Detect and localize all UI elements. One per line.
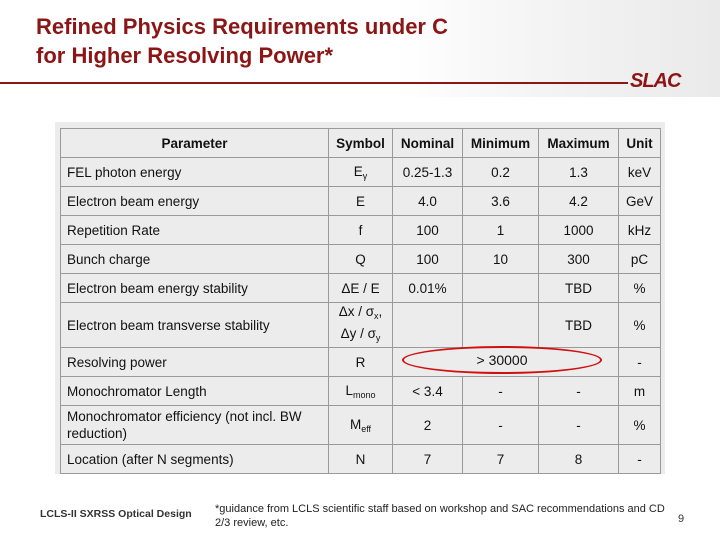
cell-unit: % xyxy=(619,303,661,348)
cell-parameter: FEL photon energy xyxy=(61,158,329,187)
requirements-table-panel xyxy=(55,122,665,474)
symbol-line-1: Δx / $\sigma_x$, xyxy=(338,304,383,321)
cell-nominal: 0.25-1.3 xyxy=(393,158,463,187)
symbol-main: M xyxy=(349,416,362,432)
cell-parameter: Resolving power xyxy=(61,348,329,377)
table-row xyxy=(61,406,661,445)
slide-title xyxy=(36,12,596,70)
page-number: 9 xyxy=(678,513,685,525)
cell-unit: GeV xyxy=(619,187,661,216)
cell-unit: - xyxy=(619,445,661,474)
header-unit: Unit xyxy=(619,129,661,158)
cell-parameter: Electron beam energy xyxy=(61,187,329,216)
cell-maximum: - xyxy=(539,377,619,406)
cell-nominal: 4.0 xyxy=(393,187,463,216)
cell-maximum: 300 xyxy=(539,245,619,274)
cell-minimum xyxy=(463,303,539,348)
cell-symbol: ΔE / E xyxy=(329,274,393,303)
slac-logo: SLAC xyxy=(630,70,681,92)
cell-maximum: 8 xyxy=(539,445,619,474)
cell-minimum: - xyxy=(463,406,539,445)
table-row xyxy=(61,445,661,474)
cell-nominal xyxy=(393,303,463,348)
table-row xyxy=(61,303,661,348)
cell-symbol: f xyxy=(329,216,393,245)
table-header-row xyxy=(61,129,661,158)
cell-parameter: Electron beam transverse stability xyxy=(61,303,329,348)
symbol-subscript: x xyxy=(374,311,379,321)
table-row xyxy=(61,158,661,187)
symbol-main: E xyxy=(353,163,363,179)
cell-symbol xyxy=(329,406,393,445)
cell-maximum: 4.2 xyxy=(539,187,619,216)
cell-symbol xyxy=(329,377,393,406)
cell-parameter: Bunch charge xyxy=(61,245,329,274)
resolving-power-value: > 30000 xyxy=(476,352,528,368)
symbol-subscript: eff xyxy=(361,423,372,434)
cell-nominal: 100 xyxy=(393,245,463,274)
footnote: *guidance from LCLS scientific staff based on workshop and SAC recommendations and CD 2/3 review, etc. xyxy=(215,503,665,529)
cell-maximum: TBD xyxy=(539,303,619,348)
header-parameter: Parameter xyxy=(61,129,329,158)
symbol-subscript: mono xyxy=(353,389,376,400)
cell-nominal: 7 xyxy=(393,445,463,474)
cell-parameter: Repetition Rate xyxy=(61,216,329,245)
cell-symbol xyxy=(329,303,393,348)
table-row xyxy=(61,274,661,303)
cell-parameter: Electron beam energy stability xyxy=(61,274,329,303)
cell-minimum: - xyxy=(463,377,539,406)
symbol-main: Δy / σ xyxy=(340,326,376,341)
cell-maximum: 1.3 xyxy=(539,158,619,187)
cell-symbol: E xyxy=(329,187,393,216)
symbol-subscript: y xyxy=(375,333,381,343)
cell-symbol xyxy=(329,158,393,187)
cell-minimum: 10 xyxy=(463,245,539,274)
table-row xyxy=(61,245,661,274)
cell-unit: - xyxy=(619,348,661,377)
cell-minimum xyxy=(463,274,539,303)
cell-parameter: Monochromator efficiency (not incl. BW reduction) xyxy=(61,406,329,445)
cell-unit: % xyxy=(619,406,661,445)
cell-minimum: 1 xyxy=(463,216,539,245)
cell-unit: kHz xyxy=(619,216,661,245)
cell-unit: pC xyxy=(619,245,661,274)
cell-minimum: 3.6 xyxy=(463,187,539,216)
cell-nominal: < 3.4 xyxy=(393,377,463,406)
cell-unit: % xyxy=(619,274,661,303)
table-row xyxy=(61,377,661,406)
symbol-line-2 xyxy=(335,325,386,347)
cell-nominal: 2 xyxy=(393,406,463,445)
cell-unit: keV xyxy=(619,158,661,187)
title-line-1: Refined Physics Requirements under C xyxy=(36,14,448,39)
requirements-table xyxy=(60,128,661,474)
table-row xyxy=(61,216,661,245)
cell-symbol: N xyxy=(329,445,393,474)
cell-maximum: 1000 xyxy=(539,216,619,245)
cell-unit: m xyxy=(619,377,661,406)
cell-parameter: Monochromator Length xyxy=(61,377,329,406)
cell-parameter: Location (after N segments) xyxy=(61,445,329,474)
symbol-main: L xyxy=(345,382,353,398)
footer-label: LCLS-II SXRSS Optical Design xyxy=(40,508,192,520)
header-nominal: Nominal xyxy=(393,129,463,158)
title-rule xyxy=(0,82,628,84)
cell-symbol: R xyxy=(329,348,393,377)
title-line-2: for Higher Resolving Power* xyxy=(36,43,334,68)
cell-maximum: TBD xyxy=(539,274,619,303)
header-minimum: Minimum xyxy=(463,129,539,158)
header-symbol: Symbol xyxy=(329,129,393,158)
cell-nominal: 0.01% xyxy=(393,274,463,303)
table-row xyxy=(61,187,661,216)
header-maximum: Maximum xyxy=(539,129,619,158)
cell-minimum: 7 xyxy=(463,445,539,474)
cell-symbol: Q xyxy=(329,245,393,274)
cell-minimum: 0.2 xyxy=(463,158,539,187)
cell-nominal: 100 xyxy=(393,216,463,245)
cell-maximum: - xyxy=(539,406,619,445)
symbol-main: Δx / σ xyxy=(338,304,375,319)
symbol-subscript: γ xyxy=(362,170,368,181)
